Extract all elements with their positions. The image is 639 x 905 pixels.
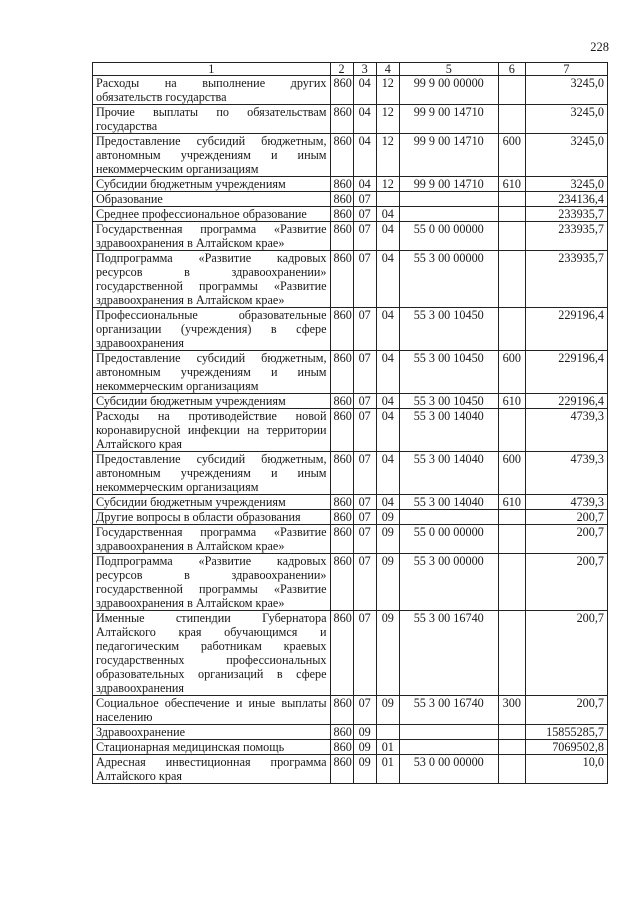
table-row	[93, 251, 608, 308]
item-name: Расходы на противодействие новой коронавирусной инфекции на территории Алтайского края	[93, 409, 331, 452]
expense-type-code	[498, 76, 525, 105]
expense-type-code	[498, 222, 525, 251]
target-article-code: 55 3 00 10450	[399, 351, 498, 394]
subsection-code: 01	[376, 755, 399, 784]
item-name: Предоставление субсидий бюджетным, автономным учреждениям и иным некоммерческим организациям	[93, 351, 331, 394]
expense-type-code	[498, 740, 525, 755]
target-article-code	[399, 740, 498, 755]
table-row	[93, 510, 608, 525]
amount: 15855285,7	[525, 725, 607, 740]
target-article-code: 53 0 00 00000	[399, 755, 498, 784]
target-article-code: 55 3 00 16740	[399, 696, 498, 725]
section-code: 07	[353, 510, 376, 525]
subsection-code: 12	[376, 76, 399, 105]
target-article-code: 55 3 00 16740	[399, 611, 498, 696]
amount: 200,7	[525, 554, 607, 611]
item-name: Именные стипендии Губернатора Алтайского края обучающимся и педагогическим работникам краевых государственных профессиональных образовательных организаций в сфере здравоохранения	[93, 611, 331, 696]
admin-code: 860	[330, 611, 353, 696]
subsection-code: 12	[376, 134, 399, 177]
target-article-code: 55 3 00 00000	[399, 554, 498, 611]
target-article-code: 55 3 00 14040	[399, 495, 498, 510]
expense-type-code	[498, 554, 525, 611]
target-article-code: 99 9 00 14710	[399, 177, 498, 192]
table-row	[93, 725, 608, 740]
admin-code: 860	[330, 222, 353, 251]
subsection-code: 01	[376, 740, 399, 755]
target-article-code: 55 3 00 10450	[399, 308, 498, 351]
admin-code: 860	[330, 510, 353, 525]
admin-code: 860	[330, 192, 353, 207]
amount: 200,7	[525, 525, 607, 554]
expense-type-code	[498, 755, 525, 784]
table-row	[93, 222, 608, 251]
admin-code: 860	[330, 452, 353, 495]
section-code: 09	[353, 725, 376, 740]
table-row	[93, 696, 608, 725]
header-cell: 6	[498, 63, 525, 76]
table-row	[93, 76, 608, 105]
subsection-code: 04	[376, 409, 399, 452]
section-code: 07	[353, 452, 376, 495]
table-row	[93, 134, 608, 177]
expense-type-code: 600	[498, 351, 525, 394]
section-code: 09	[353, 740, 376, 755]
target-article-code: 55 0 00 00000	[399, 222, 498, 251]
table-row	[93, 351, 608, 394]
table-row	[93, 452, 608, 495]
item-name: Подпрограмма «Развитие кадровых ресурсов в здравоохранении» государственной программы «Развитие здравоохранения в Алтайском крае»	[93, 251, 331, 308]
expense-type-code	[498, 251, 525, 308]
target-article-code: 55 3 00 10450	[399, 394, 498, 409]
target-article-code	[399, 192, 498, 207]
item-name: Среднее профессиональное образование	[93, 207, 331, 222]
admin-code: 860	[330, 207, 353, 222]
amount: 3245,0	[525, 105, 607, 134]
expense-type-code: 600	[498, 452, 525, 495]
subsection-code: 04	[376, 394, 399, 409]
target-article-code: 55 3 00 14040	[399, 452, 498, 495]
expense-type-code	[498, 611, 525, 696]
amount: 200,7	[525, 696, 607, 725]
section-code: 07	[353, 222, 376, 251]
expense-type-code	[498, 525, 525, 554]
expense-type-code	[498, 308, 525, 351]
subsection-code: 04	[376, 251, 399, 308]
subsection-code: 09	[376, 554, 399, 611]
section-code: 07	[353, 251, 376, 308]
target-article-code	[399, 725, 498, 740]
section-code: 07	[353, 409, 376, 452]
admin-code: 860	[330, 495, 353, 510]
section-code: 07	[353, 696, 376, 725]
expense-type-code: 610	[498, 495, 525, 510]
budget-table	[92, 62, 608, 784]
item-name: Предоставление субсидий бюджетным, автономным учреждениям и иным некоммерческим организациям	[93, 452, 331, 495]
table-row	[93, 308, 608, 351]
amount: 10,0	[525, 755, 607, 784]
table-row	[93, 554, 608, 611]
section-code: 04	[353, 105, 376, 134]
subsection-code: 04	[376, 351, 399, 394]
amount: 3245,0	[525, 76, 607, 105]
table-row	[93, 755, 608, 784]
admin-code: 860	[330, 554, 353, 611]
subsection-code: 04	[376, 222, 399, 251]
section-code: 07	[353, 525, 376, 554]
item-name: Государственная программа «Развитие здравоохранения в Алтайском крае»	[93, 525, 331, 554]
target-article-code	[399, 510, 498, 525]
section-code: 04	[353, 177, 376, 192]
header-cell: 1	[93, 63, 331, 76]
subsection-code	[376, 192, 399, 207]
header-cell: 5	[399, 63, 498, 76]
amount: 200,7	[525, 510, 607, 525]
target-article-code: 99 9 00 14710	[399, 134, 498, 177]
item-name: Расходы на выполнение других обязательств государства	[93, 76, 331, 105]
subsection-code: 04	[376, 452, 399, 495]
expense-type-code	[498, 207, 525, 222]
item-name: Здравоохранение	[93, 725, 331, 740]
admin-code: 860	[330, 755, 353, 784]
admin-code: 860	[330, 740, 353, 755]
amount: 3245,0	[525, 177, 607, 192]
target-article-code: 99 9 00 00000	[399, 76, 498, 105]
amount: 233935,7	[525, 207, 607, 222]
header-cell: 2	[330, 63, 353, 76]
amount: 4739,3	[525, 495, 607, 510]
expense-type-code: 610	[498, 394, 525, 409]
item-name: Адресная инвестиционная программа Алтайского края	[93, 755, 331, 784]
table-row	[93, 394, 608, 409]
section-code: 07	[353, 192, 376, 207]
table-row	[93, 177, 608, 192]
target-article-code	[399, 207, 498, 222]
admin-code: 860	[330, 105, 353, 134]
item-name: Стационарная медицинская помощь	[93, 740, 331, 755]
section-code: 04	[353, 134, 376, 177]
expense-type-code	[498, 105, 525, 134]
item-name: Государственная программа «Развитие здравоохранения в Алтайском крае»	[93, 222, 331, 251]
expense-type-code	[498, 510, 525, 525]
amount: 4739,3	[525, 409, 607, 452]
item-name: Субсидии бюджетным учреждениям	[93, 495, 331, 510]
target-article-code: 55 3 00 14040	[399, 409, 498, 452]
subsection-code: 09	[376, 696, 399, 725]
table-row	[93, 525, 608, 554]
admin-code: 860	[330, 134, 353, 177]
expense-type-code: 610	[498, 177, 525, 192]
section-code: 07	[353, 554, 376, 611]
item-name: Прочие выплаты по обязательствам государства	[93, 105, 331, 134]
amount: 7069502,8	[525, 740, 607, 755]
header-cell: 3	[353, 63, 376, 76]
amount: 233935,7	[525, 251, 607, 308]
section-code: 07	[353, 394, 376, 409]
expense-type-code	[498, 409, 525, 452]
subsection-code	[376, 725, 399, 740]
item-name: Субсидии бюджетным учреждениям	[93, 394, 331, 409]
item-name: Предоставление субсидий бюджетным, автономным учреждениям и иным некоммерческим организациям	[93, 134, 331, 177]
admin-code: 860	[330, 525, 353, 554]
section-code: 07	[353, 207, 376, 222]
section-code: 09	[353, 755, 376, 784]
admin-code: 860	[330, 725, 353, 740]
amount: 3245,0	[525, 134, 607, 177]
table-row	[93, 207, 608, 222]
expense-type-code	[498, 725, 525, 740]
expense-type-code	[498, 192, 525, 207]
amount: 200,7	[525, 611, 607, 696]
item-name: Подпрограмма «Развитие кадровых ресурсов в здравоохранении» государственной программы «Развитие здравоохранения в Алтайском крае»	[93, 554, 331, 611]
header-row	[93, 63, 608, 76]
amount: 4739,3	[525, 452, 607, 495]
header-cell: 4	[376, 63, 399, 76]
target-article-code: 99 9 00 14710	[399, 105, 498, 134]
subsection-code: 04	[376, 308, 399, 351]
subsection-code: 04	[376, 207, 399, 222]
amount: 234136,4	[525, 192, 607, 207]
admin-code: 860	[330, 351, 353, 394]
section-code: 07	[353, 308, 376, 351]
page-number: 228	[590, 40, 609, 54]
expense-type-code: 600	[498, 134, 525, 177]
subsection-code: 12	[376, 177, 399, 192]
amount: 233935,7	[525, 222, 607, 251]
amount: 229196,4	[525, 351, 607, 394]
item-name: Профессиональные образовательные организации (учреждения) в сфере здравоохранения	[93, 308, 331, 351]
expense-type-code: 300	[498, 696, 525, 725]
target-article-code: 55 0 00 00000	[399, 525, 498, 554]
header-cell: 7	[525, 63, 607, 76]
admin-code: 860	[330, 696, 353, 725]
section-code: 07	[353, 495, 376, 510]
item-name: Социальное обеспечение и иные выплаты населению	[93, 696, 331, 725]
table-row	[93, 495, 608, 510]
subsection-code: 09	[376, 510, 399, 525]
section-code: 07	[353, 611, 376, 696]
admin-code: 860	[330, 394, 353, 409]
item-name: Субсидии бюджетным учреждениям	[93, 177, 331, 192]
subsection-code: 09	[376, 611, 399, 696]
subsection-code: 04	[376, 495, 399, 510]
admin-code: 860	[330, 251, 353, 308]
admin-code: 860	[330, 308, 353, 351]
item-name: Образование	[93, 192, 331, 207]
item-name: Другие вопросы в области образования	[93, 510, 331, 525]
admin-code: 860	[330, 177, 353, 192]
target-article-code: 55 3 00 00000	[399, 251, 498, 308]
section-code: 04	[353, 76, 376, 105]
table-row	[93, 409, 608, 452]
subsection-code: 09	[376, 525, 399, 554]
section-code: 07	[353, 351, 376, 394]
table-row	[93, 611, 608, 696]
admin-code: 860	[330, 409, 353, 452]
subsection-code: 12	[376, 105, 399, 134]
table-row	[93, 740, 608, 755]
amount: 229196,4	[525, 394, 607, 409]
table-row	[93, 192, 608, 207]
table-row	[93, 105, 608, 134]
admin-code: 860	[330, 76, 353, 105]
amount: 229196,4	[525, 308, 607, 351]
